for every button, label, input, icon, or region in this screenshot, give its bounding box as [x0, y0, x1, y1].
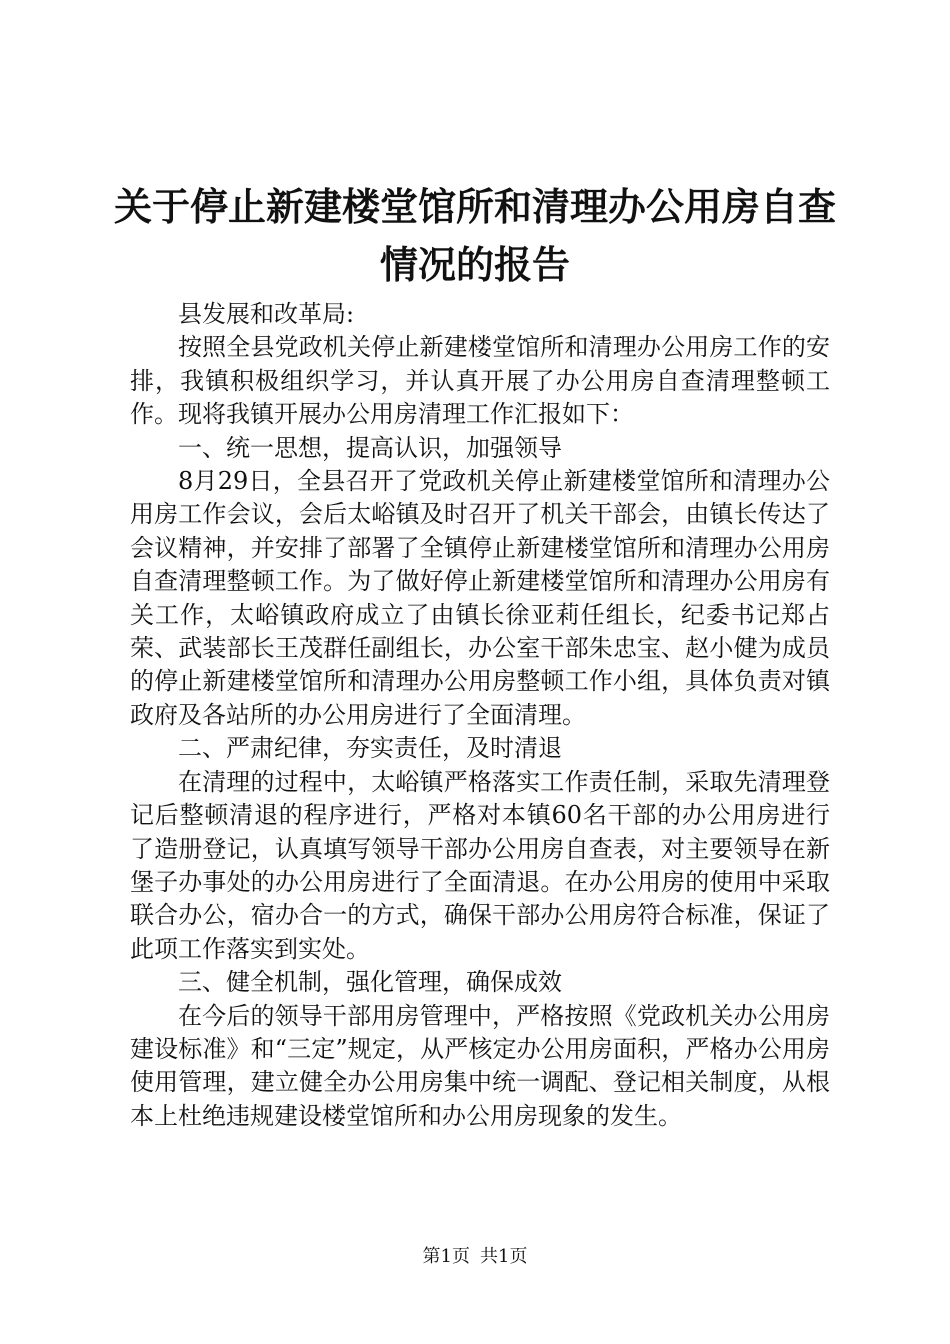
section-heading-3: 三、健全机制，强化管理，确保成效	[178, 968, 562, 997]
intro-paragraph: 按照全县党政机关停止新建楼堂馆所和清理办公用房工作的安排，我镇积极组织学习，并认真开展了办公用房自查清理整顿工作。现将我镇开展办公用房清理工作汇报如下：	[130, 333, 830, 429]
document-title: 关于停止新建楼堂馆所和清理办公用房自查情况的报告	[113, 184, 836, 287]
document-body	[130, 298, 830, 1133]
salutation: 县发展和改革局:	[178, 300, 355, 328]
section-heading-2: 二、严肃纪律，夯实责任，及时清退	[178, 734, 562, 763]
page-number: 第1页	[422, 1246, 470, 1267]
page-footer	[0, 1245, 950, 1269]
section-heading-1: 一、统一思想，提高认识，加强领导	[178, 433, 562, 462]
page-total: 共1页	[480, 1246, 528, 1267]
section-paragraph-3: 在今后的领导干部用房管理中，严格按照《党政机关办公用房建设标准》和“三定”规定，从严核定办公用房面积，严格办公用房使用管理，建立健全办公用房集中统一调配、登记相关制度，从根本上杜绝违规建设楼堂馆所和办公用房现象的发生。	[130, 1001, 830, 1130]
section-paragraph-2: 在清理的过程中，太峪镇严格落实工作责任制，采取先清理登记后整顿清退的程序进行，严格对本镇60名干部的办公用房进行了造册登记，认真填写领导干部办公用房自查表，对主要领导在新堡子办事处的办公用房进行了全面清退。在办公用房的使用中采取联合办公，宿办合一的方式，确保干部办公用房符合标准，保证了此项工作落实到实处。	[130, 767, 830, 963]
section-paragraph-1: 8月29日，全县召开了党政机关停止新建楼堂馆所和清理办公用房工作会议，会后太峪镇及时召开了机关干部会，由镇长传达了会议精神，并安排了部署了全镇停止新建楼堂馆所和清理办公用房自查清理整顿工作。为了做好停止新建楼堂馆所和清理办公用房有关工作，太峪镇政府成立了由镇长徐亚莉任组长，纪委书记郑占荣、武装部长王茂群任副组长，办公室干部朱忠宝、赵小健为成员的停止新建楼堂馆所和清理办公用房整顿工作小组，具体负责对镇政府及各站所的办公用房进行了全面清理。	[130, 467, 830, 729]
